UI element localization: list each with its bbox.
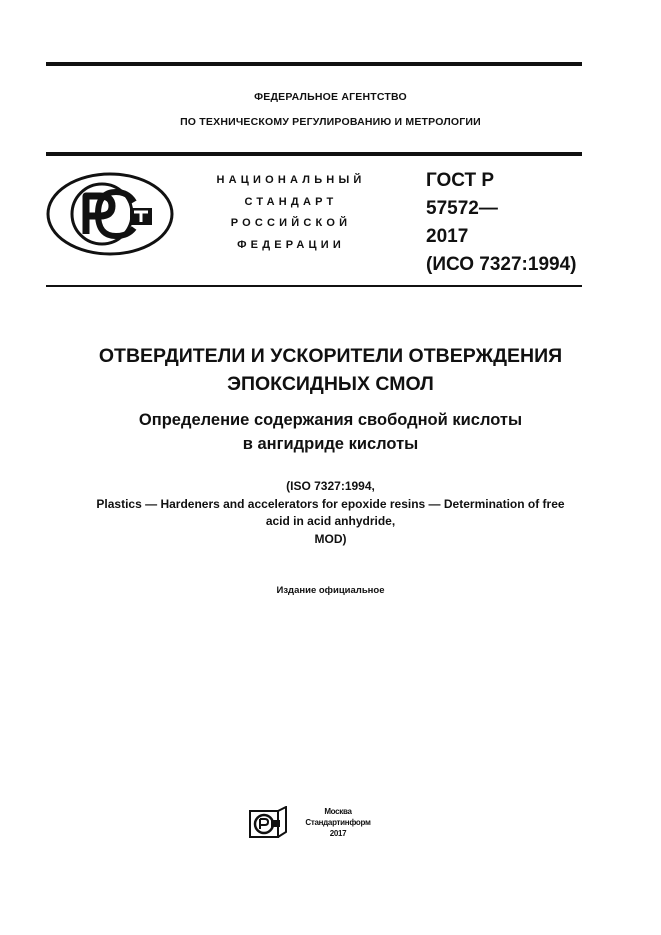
header-rule [46, 152, 582, 156]
iso-line-1: (ISO 7327:1994, [286, 479, 375, 493]
gost-designation [426, 167, 576, 279]
rst-logo [46, 172, 174, 256]
gost-line-2: 57572— [426, 198, 498, 219]
agency-line-1: ФЕДЕРАЛЬНОЕ АГЕНТСТВО [254, 91, 407, 103]
gost-line-1: ГОСТ Р [426, 170, 495, 191]
gost-line-3: 2017 [426, 226, 469, 247]
iso-reference [0, 478, 661, 548]
document-title [0, 342, 661, 398]
publisher-name: Стандартинформ [305, 818, 371, 827]
iso-line-4: MOD) [314, 531, 347, 546]
national-line-2: СТАНДАРТ [244, 195, 338, 208]
national-line-3: РОССИЙСКОЙ [230, 217, 352, 229]
agency-line-2: ПО ТЕХНИЧЕСКОМУ РЕГУЛИРОВАНИЮ И МЕТРОЛОГИИ [180, 116, 481, 128]
edition-label: Издание официальное [276, 585, 385, 596]
subtitle-line-1: Определение содержания свободной кислоты [138, 411, 523, 429]
national-standard-label [196, 170, 386, 256]
iso-line-2: Plastics — Hardeners and accelerators for epoxide resins — Determination of free [96, 496, 565, 511]
publisher-year: 2017 [329, 829, 347, 838]
title-line-1: ОТВЕРДИТЕЛИ И УСКОРИТЕЛИ ОТВЕРЖДЕНИЯ [98, 345, 563, 367]
gost-line-4: (ИСО 7327:1994) [426, 254, 577, 275]
subtitle-line-2: в ангидриде кислоты [242, 435, 419, 453]
publisher-info [298, 806, 378, 839]
standartinform-logo [249, 806, 289, 838]
national-line-4: ФЕДЕРАЦИИ [237, 238, 345, 251]
national-line-1: НАЦИОНАЛЬНЫЙ [216, 174, 366, 186]
top-rule [46, 62, 582, 66]
title-line-2: ЭПОКСИДНЫХ СМОЛ [227, 373, 434, 395]
document-subtitle [0, 408, 661, 456]
iso-line-3: acid in acid anhydride, [265, 514, 396, 528]
publisher-city: Москва [324, 807, 352, 816]
block-rule [46, 285, 582, 287]
